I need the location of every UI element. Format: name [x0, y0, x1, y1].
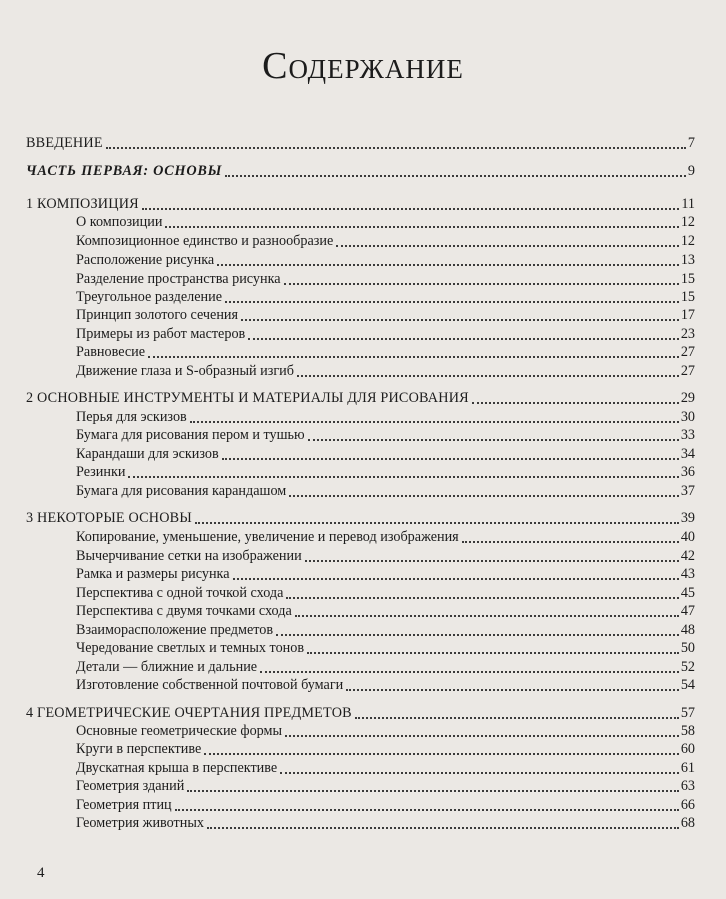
toc-entry-label: Основные геометрические формы	[76, 723, 283, 739]
toc-entry-page: 36	[680, 464, 695, 480]
toc-entry-page: 29	[680, 390, 695, 406]
toc-section-entry	[0, 794, 726, 814]
toc-entry-page: 39	[680, 510, 695, 526]
toc-section-entry	[0, 582, 726, 602]
toc-entry-page: 12	[680, 233, 695, 249]
toc-section-entry	[0, 249, 726, 269]
dot-leader	[128, 476, 678, 478]
dot-leader	[148, 356, 679, 358]
toc-section-entry	[0, 600, 726, 620]
toc-entry-label: Круги в перспективе	[76, 741, 202, 757]
toc-entry-page: 63	[680, 778, 695, 794]
toc-entry-label: Карандаши для эскизов	[76, 446, 219, 462]
toc-entry-page: 40	[680, 529, 695, 545]
toc-section-entry	[0, 406, 726, 426]
dot-leader	[308, 439, 679, 441]
toc-entry-page: 45	[680, 585, 695, 601]
toc-entry-label: Движение глаза и S-образный изгиб	[76, 363, 294, 379]
toc-entry-label: Геометрия зданий	[76, 778, 185, 794]
toc-chapter-entry	[0, 387, 726, 407]
dot-leader	[195, 522, 679, 524]
toc-section-entry	[0, 443, 726, 463]
toc-entry-page: 48	[680, 622, 695, 638]
dot-leader	[472, 402, 679, 404]
toc-section-entry	[0, 286, 726, 306]
toc-section-entry	[0, 674, 726, 694]
toc-chapter-entry	[0, 193, 726, 213]
toc-entry-label: Копирование, уменьшение, увеличение и перевод изображения	[76, 529, 459, 545]
dot-leader	[175, 809, 679, 811]
dot-leader	[307, 652, 679, 654]
toc-entry-page: 15	[680, 271, 695, 287]
toc-section-entry	[0, 656, 726, 676]
toc-entry-page: 15	[680, 289, 695, 305]
toc-section-entry	[0, 461, 726, 481]
toc-entry-page: 27	[680, 344, 695, 360]
toc-entry-label: О композиции	[76, 214, 163, 230]
dot-leader	[187, 790, 679, 792]
toc-entry-page: 54	[680, 677, 695, 693]
toc-chapter-entry	[0, 702, 726, 722]
toc-entry-label: Принцип золотого сечения	[76, 307, 239, 323]
toc-section-entry	[0, 775, 726, 795]
toc-entry-page: 34	[680, 446, 695, 462]
toc-entry-label: Расположение рисунка	[76, 252, 215, 268]
toc-entry-page: 43	[680, 566, 695, 582]
toc-entry-label: Бумага для рисования карандашом	[76, 483, 287, 499]
dot-leader	[346, 689, 679, 691]
toc-entry-label: 1 КОМПОЗИЦИЯ	[26, 196, 139, 212]
toc-section-entry	[0, 720, 726, 740]
toc-section-entry	[0, 812, 726, 832]
dot-leader	[225, 175, 686, 177]
dot-leader	[276, 634, 679, 636]
dot-leader	[289, 495, 679, 497]
toc-entry-page: 52	[680, 659, 695, 675]
toc-entry-page: 30	[680, 409, 695, 425]
toc-entry-label: Рамка и размеры рисунка	[76, 566, 230, 582]
toc-entry-page: 37	[680, 483, 695, 499]
dot-leader	[305, 560, 679, 562]
toc-entry-page: 61	[680, 760, 695, 776]
toc-entry-label: Геометрия животных	[76, 815, 204, 831]
toc-entry-label: Вычерчивание сетки на изображении	[76, 548, 302, 564]
toc-section-entry	[0, 563, 726, 583]
dot-leader	[260, 671, 679, 673]
toc-entry-page: 33	[680, 427, 695, 443]
toc-entry-label: Разделение пространства рисунка	[76, 271, 281, 287]
toc-section-entry	[0, 268, 726, 288]
toc-section-entry	[0, 637, 726, 657]
toc-chapter-entry	[0, 132, 726, 152]
toc-section-entry	[0, 526, 726, 546]
dot-leader	[280, 772, 679, 774]
toc-section-entry	[0, 360, 726, 380]
dot-leader	[106, 147, 686, 149]
toc-section-entry	[0, 738, 726, 758]
toc-entry-page: 58	[680, 723, 695, 739]
toc-entry-label: Треугольное разделение	[76, 289, 222, 305]
page-title: Содержание	[262, 45, 464, 87]
dot-leader	[462, 541, 679, 543]
toc-entry-label: Перья для эскизов	[76, 409, 187, 425]
toc-entry-label: Перспектива с двумя точками схода	[76, 603, 292, 619]
toc-entry-label: Перспектива с одной точкой схода	[76, 585, 284, 601]
dot-leader	[248, 338, 679, 340]
toc-section-entry	[0, 323, 726, 343]
toc-section-entry	[0, 619, 726, 639]
toc-entry-label: 2 ОСНОВНЫЕ ИНСТРУМЕНТЫ И МАТЕРИАЛЫ ДЛЯ РИСОВАНИЯ	[26, 390, 469, 406]
toc-section-entry	[0, 480, 726, 500]
toc-entry-page: 9	[687, 163, 695, 179]
toc-entry-label: Бумага для рисования пером и тушью	[76, 427, 305, 443]
toc-section-entry	[0, 304, 726, 324]
dot-leader	[142, 208, 680, 210]
dot-leader	[225, 301, 679, 303]
dot-leader	[297, 375, 679, 377]
toc-chapter-entry	[0, 507, 726, 527]
dot-leader	[295, 615, 679, 617]
toc-section-entry	[0, 757, 726, 777]
toc-entry-label: Равновесие	[76, 344, 146, 360]
toc-entry-label: Взаиморасположение предметов	[76, 622, 274, 638]
toc-entry-page: 7	[687, 135, 695, 151]
dot-leader	[336, 245, 679, 247]
dot-leader	[286, 597, 678, 599]
toc-entry-page: 50	[680, 640, 695, 656]
toc-entry-page: 12	[680, 214, 695, 230]
toc-part-entry	[0, 160, 726, 180]
toc-entry-label: Детали — ближние и дальние	[76, 659, 258, 675]
toc-entry-label: Примеры из работ мастеров	[76, 326, 246, 342]
dot-leader	[190, 421, 679, 423]
toc-entry-page: 42	[680, 548, 695, 564]
toc-entry-label: ВВЕДЕНИЕ	[26, 135, 103, 151]
toc-entry-page: 47	[680, 603, 695, 619]
dot-leader	[204, 753, 679, 755]
toc-entry-page: 66	[680, 797, 695, 813]
dot-leader	[217, 264, 679, 266]
dot-leader	[207, 827, 679, 829]
toc-entry-label: 4 ГЕОМЕТРИЧЕСКИЕ ОЧЕРТАНИЯ ПРЕДМЕТОВ	[26, 705, 352, 721]
dot-leader	[284, 283, 679, 285]
toc-entry-page: 68	[680, 815, 695, 831]
toc-section-entry	[0, 341, 726, 361]
toc-section-entry	[0, 211, 726, 231]
dot-leader	[355, 717, 679, 719]
dot-leader	[222, 458, 679, 460]
toc-entry-label: 3 НЕКОТОРЫЕ ОСНОВЫ	[26, 510, 192, 526]
toc-section-entry	[0, 424, 726, 444]
dot-leader	[241, 319, 679, 321]
toc-entry-page: 27	[680, 363, 695, 379]
toc-entry-page: 17	[680, 307, 695, 323]
toc-entry-label: Чередование светлых и темных тонов	[76, 640, 305, 656]
toc-section-entry	[0, 545, 726, 565]
toc-entry-page: 57	[680, 705, 695, 721]
dot-leader	[165, 226, 678, 228]
toc-entry-label: Геометрия птиц	[76, 797, 172, 813]
toc-entry-page: 60	[680, 741, 695, 757]
toc-entry-label: Композиционное единство и разнообразие	[76, 233, 334, 249]
toc-entry-label: ЧАСТЬ ПЕРВАЯ: ОСНОВЫ	[26, 163, 223, 179]
toc-entry-page: 23	[680, 326, 695, 342]
toc-entry-page: 13	[680, 252, 695, 268]
toc-entry-label: Двускатная крыша в перспективе	[76, 760, 278, 776]
toc-entry-label: Резинки	[76, 464, 126, 480]
toc-entry-label: Изготовление собственной почтовой бумаги	[76, 677, 344, 693]
dot-leader	[285, 735, 679, 737]
dot-leader	[233, 578, 679, 580]
toc-entry-page: 11	[681, 196, 695, 212]
page-number: 4	[37, 865, 45, 881]
toc-section-entry	[0, 230, 726, 250]
